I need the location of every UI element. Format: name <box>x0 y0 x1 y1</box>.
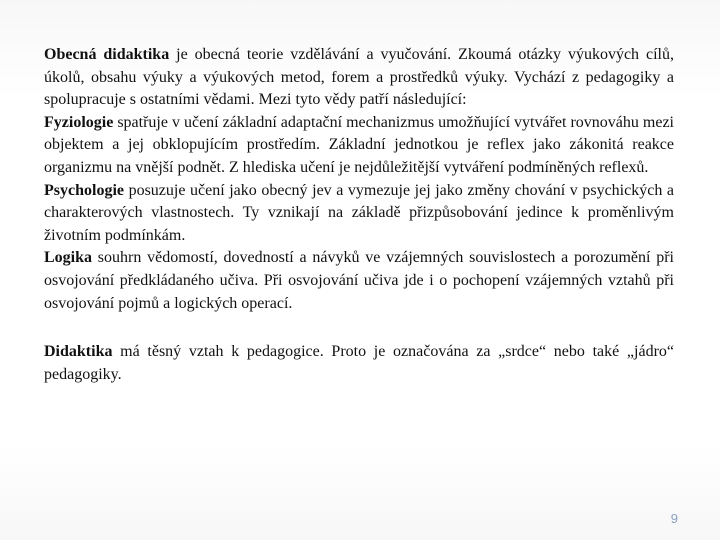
paragraph-psychologie <box>44 180 674 248</box>
text-psychologie: posuzuje učení jako obecný jev a vymezuje jej jako změny chování v psychických a charakterových vlastnostech. Ty vznikají na základě přizpůsobování jedince k proměnlivým životním podmínkám. <box>44 181 674 244</box>
text-logika: souhrn vědomostí, dovedností a návyků ve vzájemných souvislostech a porozumění při osvojování předkládaného učiva. Při osvojování učiva jde i o pochopení vzájemných vztahů při osvojování pojmů a logických operací. <box>44 249 674 312</box>
text-body <box>44 44 674 386</box>
paragraph-spacer <box>44 315 674 341</box>
text-didaktika: má těsný vztah k pedagogice. Proto je označována za „srdce“ nebo také „jádro“ pedagogiky. <box>44 343 674 383</box>
paragraph-logika <box>44 247 674 315</box>
text-fyziologie: spatřuje v učení základní adaptační mechanizmus umožňující vytvářet rovnováhu mezi objektem a jej obklopujícím prostředím. Základní jednotkou je reflex jako zákonitá reakce organizmu na vnější podnět. Z hlediska učení je nejdůležitější vytváření podmíněných reflexů. <box>44 113 674 176</box>
paragraph-obecna-didaktika <box>44 44 674 112</box>
term-obecna-didaktika: Obecná didaktika <box>44 46 170 63</box>
paragraph-didaktika <box>44 341 674 386</box>
paragraph-fyziologie <box>44 112 674 180</box>
term-psychologie: Psychologie <box>44 181 124 199</box>
text-obecna-didaktika: je obecná teorie vzdělávání a vyučování. Zkoumá otázky výukových cílů, úkolů, obsahu výuky a výukových metod, forem a prostředků výuky. Vychází z pedagogiky a spolupracuje s ostatními vědami. Mezi tyto vědy patří následující: <box>44 46 674 109</box>
page-number: 9 <box>670 511 678 526</box>
term-didaktika: Didaktika <box>44 343 113 361</box>
term-logika: Logika <box>44 249 93 267</box>
term-fyziologie: Fyziologie <box>44 113 114 131</box>
